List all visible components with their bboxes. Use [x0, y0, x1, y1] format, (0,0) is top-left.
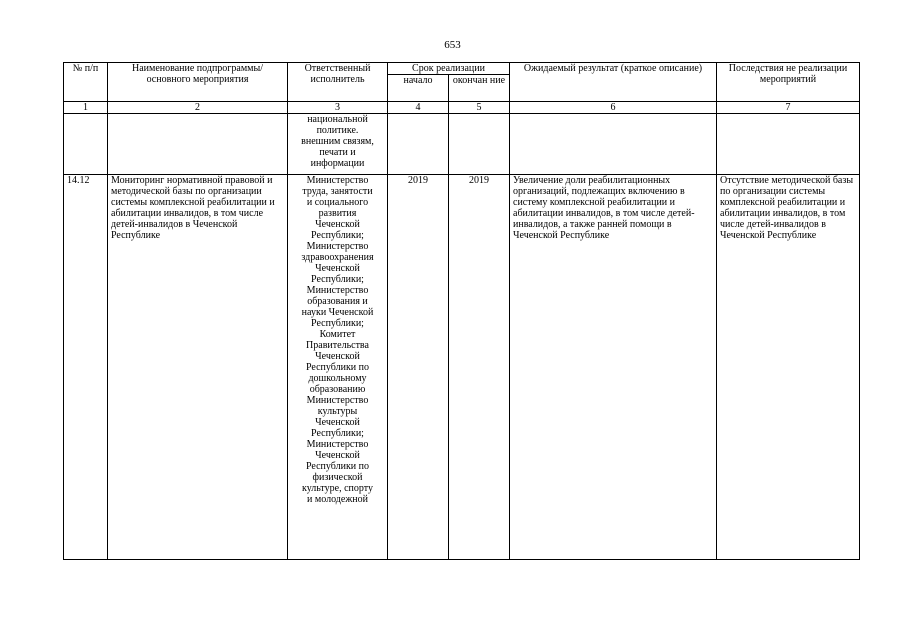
- cell-result: Увеличение доли реабилитационных организаций, подлежащих включению в систему комплексной реабилитации и абилитации инвалидов, в том числе детей-инвалидов, а также ранней помощи в Чеченской Республике: [510, 175, 717, 560]
- header-term: Срок реализации: [388, 63, 510, 75]
- column-number: 4: [388, 102, 449, 114]
- column-number: 5: [449, 102, 510, 114]
- header-result: Ожидаемый результат (краткое описание): [510, 63, 717, 102]
- table-row: [64, 114, 860, 175]
- cell-executor: Министерство труда, занятости и социального развития Чеченской Республики; Министерство здравоохранения Чеченской Республики; Министерство образования и науки Чеченской Республики; Комитет Правительства Чеченской Республики по дошкольному образованию Министерство культуры Чеченской Республики; Министерство Чеченской Республики по физической культуре, спорту и молодежной: [288, 175, 388, 560]
- cell-end: 2019: [449, 175, 510, 560]
- header-name: Наименование подпрограммы/ основного мероприятия: [108, 63, 288, 102]
- activities-table: [63, 62, 860, 560]
- cell-name: Мониторинг нормативной правовой и методической базы по организации системы комплексной реабилитации и абилитации инвалидов, в том числе детей-инвалидов в Чеченской Республике: [108, 175, 288, 560]
- header-end: окончан ние: [449, 75, 510, 102]
- column-number: 2: [108, 102, 288, 114]
- cell-executor: национальной политике. внешним связям, печати и информации: [288, 114, 388, 175]
- column-numbers-row: [64, 102, 860, 114]
- cell-number: [64, 114, 108, 175]
- column-number: 1: [64, 102, 108, 114]
- table-row: [64, 175, 860, 560]
- cell-start: 2019: [388, 175, 449, 560]
- header-start: начало: [388, 75, 449, 102]
- column-number: 6: [510, 102, 717, 114]
- cell-result: [510, 114, 717, 175]
- header-row-top: [64, 63, 860, 75]
- header-consequence: Последствия не реализации мероприятий: [717, 63, 860, 102]
- cell-start: [388, 114, 449, 175]
- cell-number: 14.12: [64, 175, 108, 560]
- cell-name: [108, 114, 288, 175]
- cell-end: [449, 114, 510, 175]
- cell-consequence: Отсутствие методической базы по организации системы комплексной реабилитации и абилитации инвалидов, в том числе детей-инвалидов в Чеченской Республике: [717, 175, 860, 560]
- header-executor: Ответственный исполнитель: [288, 63, 388, 102]
- column-number: 7: [717, 102, 860, 114]
- cell-consequence: [717, 114, 860, 175]
- page-number: 653: [444, 39, 461, 51]
- column-number: 3: [288, 102, 388, 114]
- header-number: № п/п: [64, 63, 108, 102]
